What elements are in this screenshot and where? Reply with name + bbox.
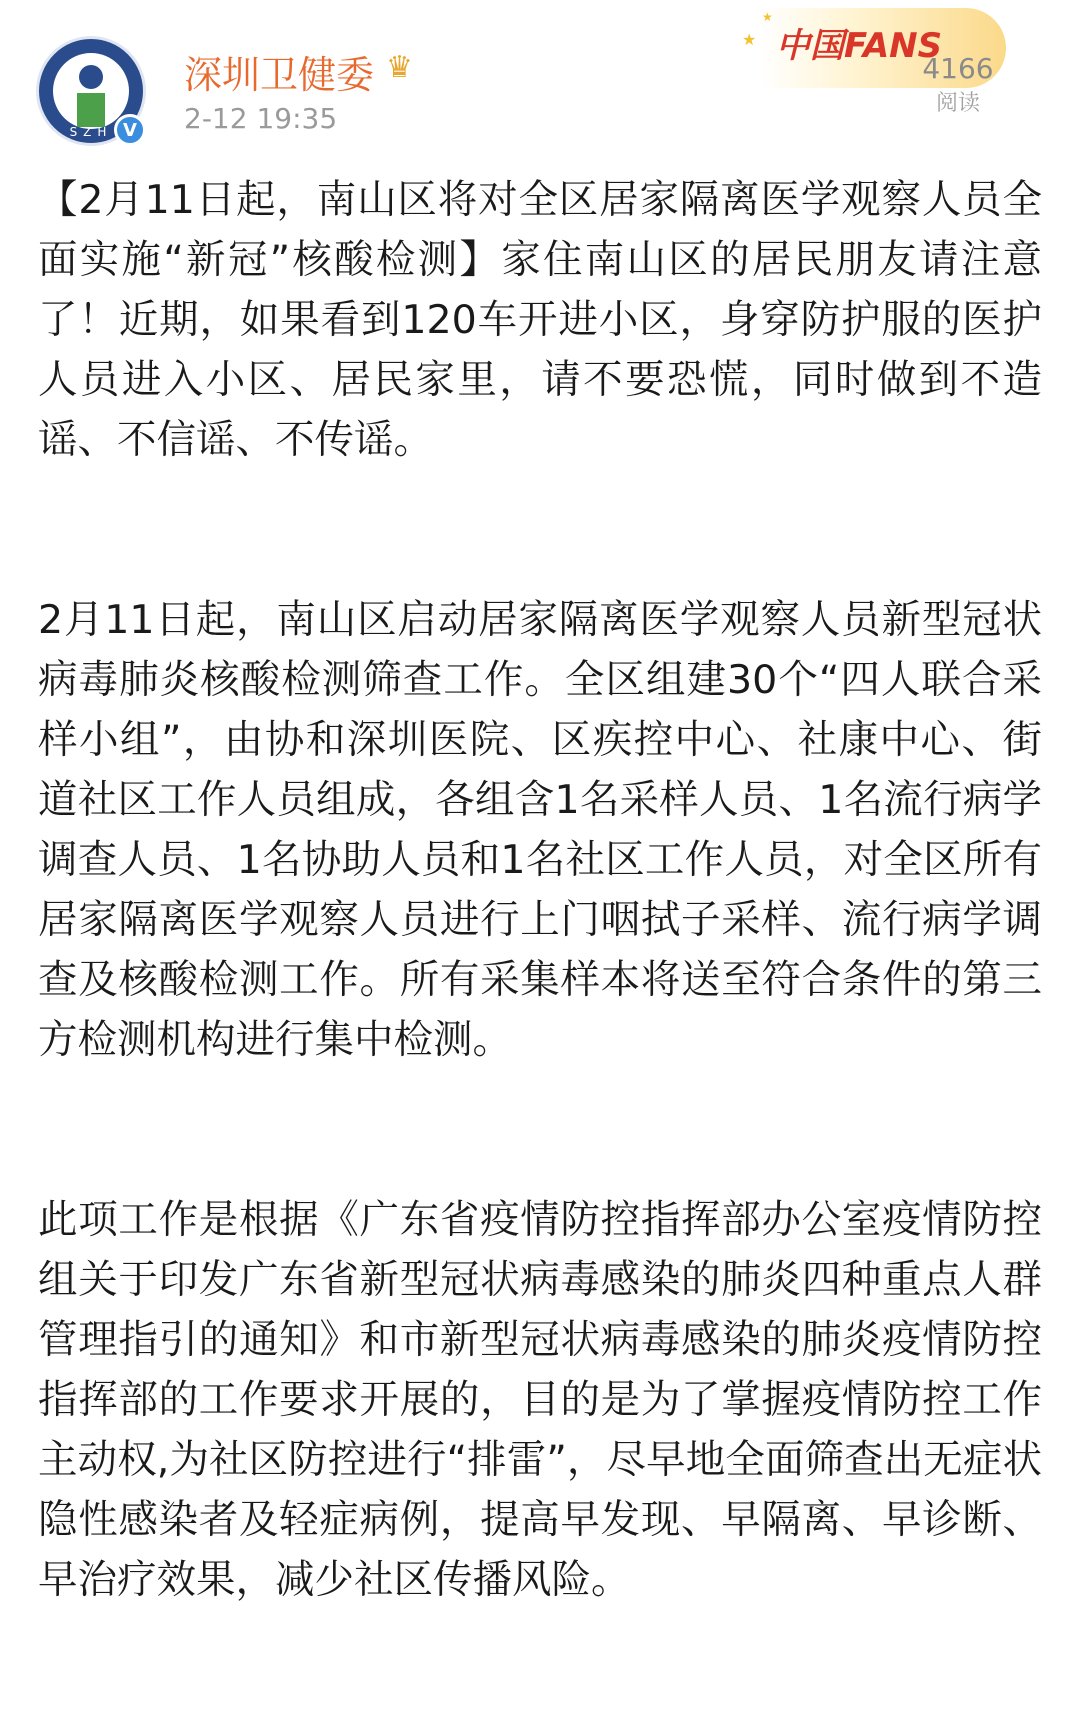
post-paragraph: 【2月11日起，南山区将对全区居家隔离医学观察人员全面实施“新冠”核酸检测】家住南山区的居民朋友请注意了！近期，如果看到120车开进小区，身穿防护服的医护人员进入小区、居民家里，请不要恐慌，同时做到不造谣、不信谣、不传谣。 xyxy=(38,177,1042,463)
author-name[interactable]: 深圳卫健委 xyxy=(184,53,375,97)
post-content xyxy=(38,170,1042,1730)
fans-badge-logo: 中国FANS xyxy=(776,26,943,66)
post-paragraph: 此项工作是根据《广东省疫情防控指挥部办公室疫情防控组关于印发广东省新型冠状病毒感染的肺炎四种重点人群管理指引的通知》和市新型冠状病毒感染的肺炎疫情防控指挥部的工作要求开展的，目的是为了掌握疫情防控工作主动权,为社区防控进行“排雷”，尽早地全面筛查出无症状隐性感染者及轻症病例，提高早发现、早隔离、早诊断、早治疗效果，减少社区传播风险。 xyxy=(38,1197,1042,1603)
star-icon: ★ xyxy=(762,10,773,24)
avatar-figure-body xyxy=(77,93,105,127)
star-icon: ★ xyxy=(742,30,757,49)
avatar-figure-head xyxy=(79,65,103,89)
crown-icon[interactable]: ♛ xyxy=(386,50,413,85)
read-label: 阅读 xyxy=(935,91,980,116)
verified-icon: V xyxy=(114,114,146,146)
avatar-text: SZH xyxy=(69,125,113,139)
post-time: 2-12 19:35 xyxy=(184,102,338,135)
read-count: 4166 xyxy=(922,52,994,85)
post-paragraph: 2月11日起，南山区启动居家隔离医学观察人员新型冠状病毒肺炎核酸检测筛查工作。全区组建30个“四人联合采样小组”，由协和深圳医院、区疾控中心、社康中心、街道社区工作人员组成，各组含1名采样人员、1名流行病学调查人员、1名协助人员和1名社区工作人员，对全区所有居家隔离医学观察人员进行上门咽拭子采样、流行病学调查及核酸检测工作。所有采集样本将送至符合条件的第三方检测机构进行集中检测。 xyxy=(38,597,1042,1063)
